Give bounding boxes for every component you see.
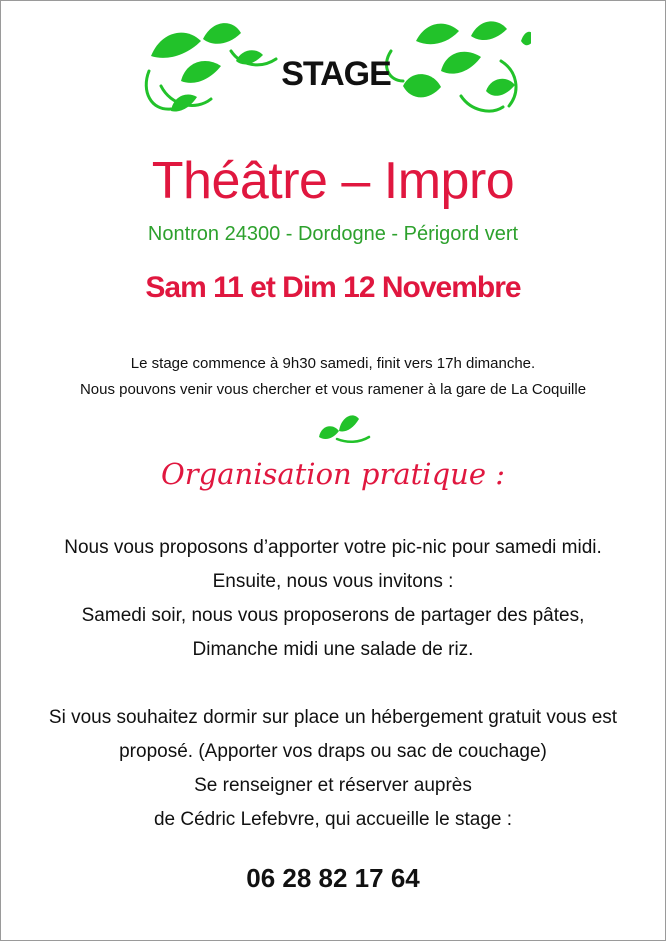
body-line: Se renseigner et réserver auprès (194, 775, 472, 796)
leaf-sprig-icon (313, 409, 373, 449)
body-line: Dimanche midi une salade de riz. (192, 639, 474, 660)
paragraph-gap (1, 667, 665, 701)
body-line: Ensuite, nous vous invitons : (212, 571, 454, 592)
event-location: Nontron 24300 - Dordogne - Périgord vert (147, 223, 519, 245)
info-line: Nous pouvons venir vous chercher et vous ramener à la gare de La Coquille (79, 381, 587, 398)
event-dates: Sam 11 et Dim 12 Novembre (145, 271, 521, 304)
info-line: Le stage commence à 9h30 samedi, finit vers 17h dimanche. (130, 355, 536, 372)
contact-phone: 06 28 82 17 64 (246, 863, 420, 893)
body-line: Si vous souhaitez dormir sur place un hébergement gratuit vous est (48, 707, 618, 728)
stage-label: STAGE (281, 55, 391, 93)
body-line: de Cédric Lefebvre, qui accueille le stage : (153, 809, 513, 830)
body-line: Samedi soir, nous vous proposerons de partager des pâtes, (81, 605, 585, 626)
organisation-body (1, 531, 665, 837)
info-block (1, 351, 665, 403)
organisation-title: Organisation pratique : (161, 457, 505, 491)
leaf-banner (141, 11, 531, 131)
body-line: proposé. (Apporter vos draps ou sac de couchage) (119, 741, 547, 762)
body-line: Nous vous proposons d’apporter votre pic-nic pour samedi midi. (64, 537, 602, 558)
event-title: Théâtre – Impro (151, 152, 515, 210)
